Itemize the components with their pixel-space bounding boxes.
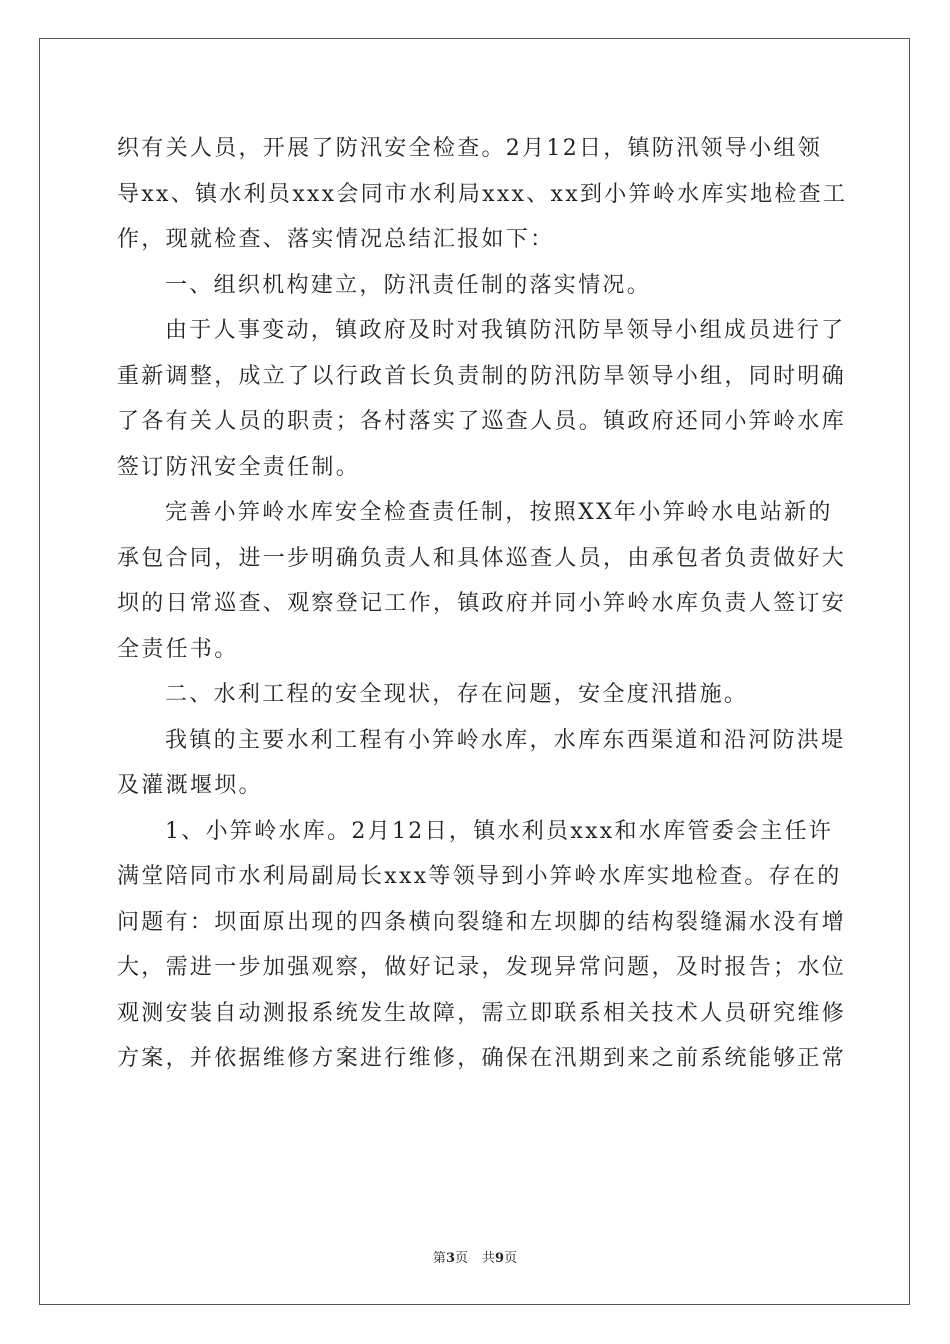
total-suffix: 页 xyxy=(504,1251,518,1266)
page-prefix: 第 xyxy=(432,1251,446,1266)
text-line: 方案，并依据维修方案进行维修，确保在汛期到来之前系统能够正常 xyxy=(117,1046,847,1071)
text-line: 及灌溉堰坝。 xyxy=(117,773,263,798)
page-suffix: 页 xyxy=(454,1251,468,1266)
document-body xyxy=(117,126,848,1082)
text-line: 全责任书。 xyxy=(117,636,239,662)
page-footer xyxy=(0,1247,950,1266)
text-line: 完善小笄岭水库安全检查责任制，按照XX年小笄岭水电站新的 xyxy=(165,500,833,525)
section-heading-2: 二、水利工程的安全现状，存在问题，安全度汛措施。 xyxy=(165,682,749,707)
text-line: 满堂陪同市水利局副局长xxx等领导到小笄岭水库实地检查。存在的 xyxy=(117,864,842,889)
total-pages: 9 xyxy=(495,1251,505,1266)
text-line: 了各有关人员的职责；各村落实了巡查人员。镇政府还同小笄岭水库 xyxy=(117,409,847,434)
section-heading-1: 一、组织机构建立，防汛责任制的落实情况。 xyxy=(165,272,652,298)
text-line: 由于人事变动，镇政府及时对我镇防汛防旱领导小组成员进行了 xyxy=(165,318,846,343)
text-line: 坝的日常巡查、观察登记工作，镇政府并同小笄岭水库负责人签订安 xyxy=(117,591,847,616)
text-line: 观测安装自动测报系统发生故障，需立即联系相关技术人员研究维修 xyxy=(117,1000,847,1026)
text-line: 作，现就检查、落实情况总结汇报如下： xyxy=(117,227,555,252)
text-line: 我镇的主要水利工程有小笄岭水库，水库东西渠道和沿河防洪堤 xyxy=(165,727,846,753)
text-line: 问题有：坝面原出现的四条横向裂缝和左坝脚的结构裂缝漏水没有增 xyxy=(117,909,847,935)
text-line: 重新调整，成立了以行政首长负责制的防汛防旱领导小组，同时明确 xyxy=(117,363,847,389)
text-line: 签订防汛安全责任制。 xyxy=(117,454,361,480)
text-line: 1、小笄岭水库。2月12日，镇水利员xxx和水库管委会主任许 xyxy=(165,818,834,844)
text-line: 大，需进一步加强观察，做好记录，发现异常问题，及时报告；水位 xyxy=(117,955,847,980)
text-line: 织有关人员，开展了防汛安全检查。2月12日，镇防汛领导小组领 xyxy=(117,136,822,161)
text-line: 承包合同，进一步明确负责人和具体巡查人员，由承包者负责做好大 xyxy=(117,545,847,571)
total-prefix: 共 xyxy=(482,1251,496,1266)
page-number: 3 xyxy=(445,1251,455,1266)
text-line: 导xx、镇水利员xxx会同市水利局xxx、xx到小笄岭水库实地检查工 xyxy=(117,181,848,207)
